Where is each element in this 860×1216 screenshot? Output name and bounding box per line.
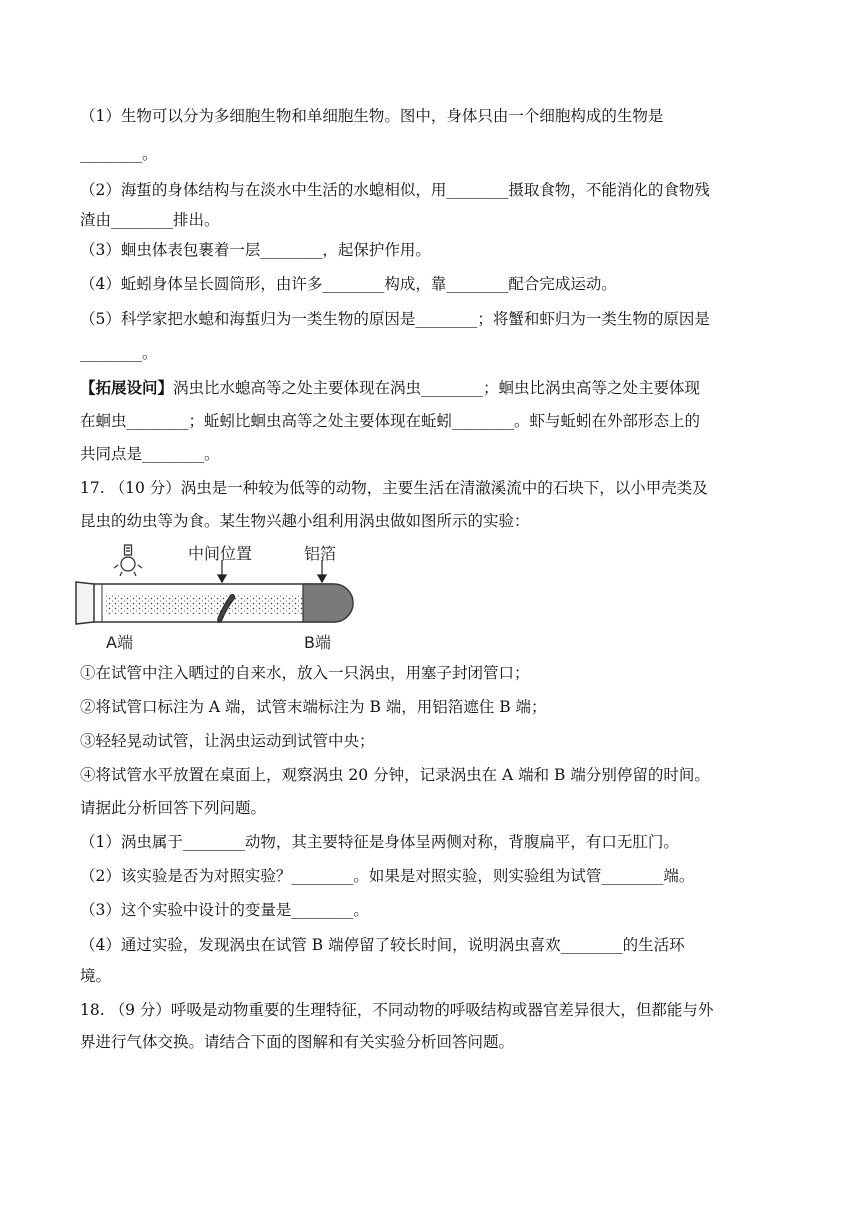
light-bulb-icon xyxy=(114,545,142,576)
extension-tag: 【拓展设问】 xyxy=(80,378,174,397)
q16-sub1-line2: ________。 xyxy=(80,145,158,163)
q16-sub3: （3）蛔虫体表包裹着一层________，起保护作用。 xyxy=(80,241,431,259)
q18-intro-line1: 18. （9 分）呼吸是动物重要的生理特征，不同动物的呼吸结构或器官差异很大，但都能与外 xyxy=(80,1001,714,1019)
q17-sub1: （1）涡虫属于________动物，其主要特征是身体呈两侧对称，背腹扁平，有口无肛门。 xyxy=(80,833,679,851)
q17-prompt: 请据此分析回答下列问题。 xyxy=(80,799,267,817)
extension-line2: 在蛔虫________；蚯蚓比蛔虫高等之处主要体现在蚯蚓________。虾与蚯蚓在外部形态上的 xyxy=(80,412,701,430)
label-b-end: B端 xyxy=(304,633,331,652)
q17-intro-line2: 昆虫的幼虫等为食。某生物兴趣小组利用涡虫做如图所示的实验： xyxy=(80,512,530,530)
q16-sub2-line2: 渣由________排出。 xyxy=(80,211,220,229)
q18-intro-line2: 界进行气体交换。请结合下面的图解和有关实验分析回答问题。 xyxy=(80,1033,515,1051)
q16-sub5-line2: ________。 xyxy=(80,344,158,362)
q17-sub3: （3）这个实验中设计的变量是________。 xyxy=(80,901,369,919)
label-middle-position: 中间位置 xyxy=(188,544,253,563)
extension-line1 xyxy=(80,378,700,398)
q17-sub2: （2）该实验是否为对照实验？________。如果是对照实验，则实验组为试管________端。 xyxy=(80,867,695,885)
q17-step1: ①在试管中注入晒过的自来水，放入一只涡虫，用塞子封闭管口； xyxy=(80,664,530,682)
q16-sub4: （4）蚯蚓身体呈长圆筒形，由许多________构成，靠________配合完成运动。 xyxy=(80,275,617,293)
extension-text: 涡虫比水螅高等之处主要体现在涡虫________；蛔虫比涡虫高等之处主要体现 xyxy=(173,379,701,397)
q17-sub4-line2: 境。 xyxy=(80,967,112,985)
test-tube-figure xyxy=(72,542,364,654)
tube-icon xyxy=(76,582,353,624)
q16-sub2-line1: （2）海蜇的身体结构与在淡水中生活的水螅相似，用________摄取食物，不能消化的食物残 xyxy=(80,181,710,199)
q17-step3: ③轻轻晃动试管，让涡虫运动到试管中央； xyxy=(80,732,375,750)
q16-sub1-line1: （1）生物可以分为多细胞生物和单细胞生物。图中，身体只由一个细胞构成的生物是 xyxy=(80,107,664,125)
q17-step4: ④将试管水平放置在桌面上，观察涡虫 20 分钟，记录涡虫在 A 端和 B 端分别停留的时间。 xyxy=(80,766,710,784)
extension-line3: 共同点是________。 xyxy=(80,445,220,463)
q17-sub4-line1: （4）通过实验，发现涡虫在试管 B 端停留了较长时间，说明涡虫喜欢________的生活环 xyxy=(80,936,685,954)
q17-intro-line1: 17. （10 分）涡虫是一种较为低等的动物，主要生活在清澈溪流中的石块下，以小甲壳类及 xyxy=(80,479,708,497)
q17-step2: ②将试管口标注为 A 端，试管末端标注为 B 端，用铝箔遮住 B 端； xyxy=(80,698,547,716)
q16-sub5-line1: （5）科学家把水螅和海蜇归为一类生物的原因是________；将蟹和虾归为一类生物的原因是 xyxy=(80,310,710,328)
label-aluminum-foil: 铝箔 xyxy=(304,544,337,563)
label-a-end: A端 xyxy=(106,633,133,652)
